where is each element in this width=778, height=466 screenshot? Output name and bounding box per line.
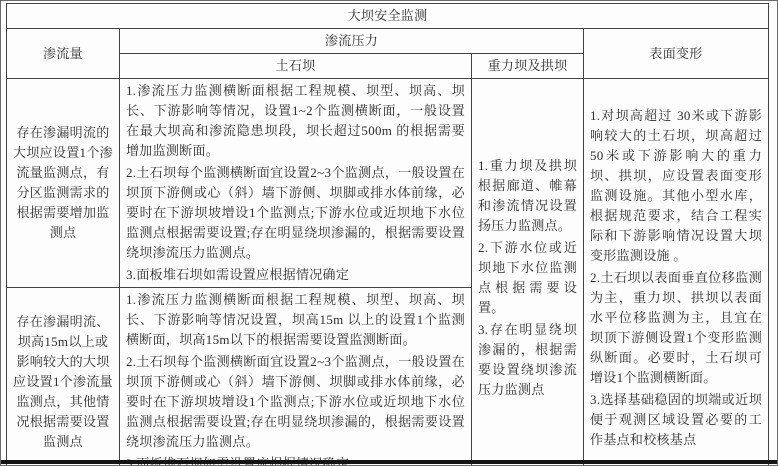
list-item: 3.存在明显绕坝渗漏的，根据需要设置绕坝渗流压力监测点: [478, 321, 577, 397]
list-item: 2.土石坝每个监测横断面宜设置2~3个监测点，一般设置在坝顶下游侧或心（斜）墙下游侧、坝脚或排水体前缘，必要时在下游坝坡增设1个监测点;下游水位或近坝地下水位监测点根据需要设置;存在明显绕坝渗漏的，根据需要设置绕坝渗流压力监测点。: [126, 354, 465, 449]
list-item: 2.下游水位或近坝地下水位监测点根据需要设置。: [478, 239, 577, 315]
column-header-seepage-pressure: 渗流压力: [120, 29, 584, 54]
page-bottom-rule: [1, 460, 778, 464]
cell-earth-rock-dam-row1: [120, 79, 472, 288]
column-header-earth-rock-dam: 土石坝: [120, 54, 472, 79]
list-item: 3.面板堆石坝如需设置应根据情况确定: [126, 267, 350, 282]
list-item: 1.渗流压力监测横断面根据工程规模、坝型、坝高、坝长、下游影响等情况，设置1~2个监测横断面，一般设置在最大坝高和渗流隐患坝段，坝长超过500m 的根据需要增加监测断面。: [126, 83, 465, 158]
list-item: 2.土石坝以表面垂直位移监测为主，重力坝、拱坝以表面水平位移监测为主，且宜在坝顶下游侧设置1个变形监测纵断面。必要时，土石坝可增设1个监测横断面。: [590, 269, 762, 385]
cell-surface-deformation: [584, 79, 769, 466]
column-header-gravity-arch-dam: 重力坝及拱坝: [472, 54, 584, 79]
column-header-surface-deformation: 表面变形: [584, 29, 769, 79]
list-item: 3.选择基础稳固的坝端或近坝便于观测区域设置必要的工作基点和校核基点: [590, 391, 762, 447]
cell-seepage-flow-row1: 存在渗漏明流的大坝应设置1个渗流量监测点，有分区监测需求的根据需要增加监测点: [7, 79, 120, 288]
list-item: 2.土石坝每个监测横断面宜设置2~3个监测点，一般设置在坝顶下游侧或心（斜）墙下游侧、坝脚或排水体前缘，必要时在下游坝坡增设1个监测点;下游水位或近坝地下水位监测点根据需要设置;存在明显绕坝渗漏的，根据需要设置绕坝渗流压力监测点。: [126, 165, 465, 260]
dam-monitoring-table: [6, 3, 769, 466]
cell-earth-rock-dam-row2: [120, 288, 472, 466]
column-header-seepage-flow: 渗流量: [7, 29, 120, 79]
list-item: 1.重力坝及拱坝根据廊道、帷幕和渗流情况设置扬压力监测点。: [478, 157, 577, 233]
cell-seepage-flow-row2: 存在渗漏明流、坝高15m以上或影响较大的大坝应设置1个渗流量监测点，其他情况根据需要设置监测点: [7, 288, 120, 466]
list-item: 1.对坝高超过 30米或下游影响较大的土石坝，坝高超过50米或下游影响大的重力坝、拱坝，应设置表面变形监测设施。其他小型水库，根据规范要求，结合工程实际和下游影响情况设置大坝变形监测设施 。: [590, 107, 762, 263]
cell-gravity-arch-dam: [472, 79, 584, 466]
list-item: 1.渗流压力监测横断面根据工程规模、坝型、坝高、坝长、下游影响等情况设置，坝高15m 以上的设置1个监测横断面，坝高15m以下的根据需要设置监测断面。: [126, 292, 465, 347]
table-title: 大坝安全监测: [7, 4, 769, 29]
